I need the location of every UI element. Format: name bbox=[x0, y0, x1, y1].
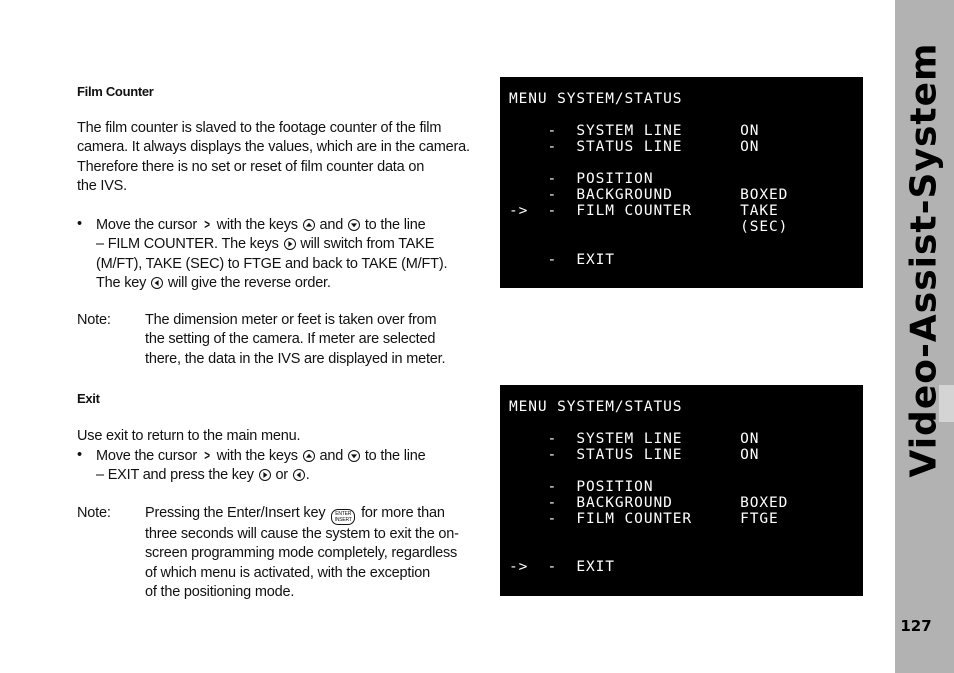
down-key-icon bbox=[348, 219, 360, 231]
note-line: there, the data in the IVS are displayed in meter. bbox=[145, 350, 446, 367]
menu-line: - STATUS LINE ON bbox=[509, 447, 760, 463]
menu-line-selected: -> - FILM COUNTER TAKE bbox=[509, 203, 779, 219]
exit-paragraph: Use exit to return to the main menu. bbox=[77, 428, 301, 444]
menu-line: MENU SYSTEM/STATUS bbox=[509, 399, 683, 415]
bullet-text: (M/FT), TAKE (SEC) to FTGE and back to TAKE (M/FT). bbox=[96, 255, 448, 272]
bullet-text: – FILM COUNTER. The keys bbox=[96, 236, 279, 253]
bullet-text: will switch from TAKE bbox=[300, 236, 435, 253]
bullet-text: Move the cursor bbox=[96, 448, 197, 464]
exit-heading: Exit bbox=[77, 391, 100, 406]
note-text: Pressing the Enter/Insert key bbox=[145, 505, 326, 521]
bullet-text: with the keys bbox=[216, 217, 298, 233]
enter-insert-key-icon bbox=[331, 509, 355, 525]
note-line: The dimension meter or feet is taken over from bbox=[145, 312, 437, 328]
menu-line-selected: -> - EXIT bbox=[509, 559, 615, 575]
note-line: of which menu is activated, with the exception bbox=[145, 564, 430, 581]
left-key-icon bbox=[293, 469, 305, 481]
down-key-icon bbox=[348, 450, 360, 462]
note-body bbox=[145, 504, 475, 602]
note-line: the setting of the camera. If meter are selected bbox=[145, 331, 436, 348]
note-label: Note: bbox=[77, 505, 111, 521]
note-line: of the positioning mode. bbox=[145, 583, 295, 600]
bullet-text: and bbox=[319, 448, 344, 464]
bullet-text: will give the reverse order. bbox=[167, 274, 331, 291]
bullet-marker: • bbox=[77, 216, 82, 232]
up-key-icon bbox=[303, 450, 315, 462]
menu-line: - SYSTEM LINE ON bbox=[509, 431, 760, 447]
note-text: for more than bbox=[361, 505, 445, 521]
para-line: camera. It always displays the values, which are in the camera. bbox=[77, 139, 470, 156]
menu-line: - BACKGROUND BOXED bbox=[509, 187, 789, 203]
note-line: screen programming mode completely, regardless bbox=[145, 545, 458, 562]
bullet-text: The key bbox=[96, 274, 147, 291]
insert-key-label: INSERT bbox=[334, 517, 352, 523]
bullet-body bbox=[96, 215, 476, 293]
para-line: The film counter is slaved to the footage counter of the film bbox=[77, 120, 442, 136]
right-key-icon bbox=[284, 238, 296, 250]
enter-key-label: ENTER bbox=[335, 511, 352, 517]
menu-line: - POSITION bbox=[509, 479, 654, 495]
menu-screen-film-counter bbox=[500, 77, 863, 288]
bullet-text: and bbox=[319, 217, 344, 233]
menu-line: - BACKGROUND BOXED bbox=[509, 495, 789, 511]
bullet-text: . bbox=[305, 467, 310, 484]
menu-line: - STATUS LINE ON bbox=[509, 139, 760, 155]
note-label: Note: bbox=[77, 312, 111, 328]
menu-screen-exit bbox=[500, 385, 863, 596]
menu-line: - EXIT bbox=[509, 252, 615, 268]
bullet-text: to the line bbox=[364, 448, 426, 464]
left-key-icon bbox=[151, 277, 163, 289]
film-counter-heading: Film Counter bbox=[77, 84, 154, 99]
up-key-icon bbox=[303, 219, 315, 231]
bullet-text: with the keys bbox=[216, 448, 298, 464]
menu-line: - POSITION bbox=[509, 171, 654, 187]
bullet-marker: • bbox=[77, 447, 82, 463]
film-counter-paragraph bbox=[77, 119, 470, 196]
para-line: Therefore there is no set or reset of film counter data on bbox=[77, 158, 425, 175]
menu-line: MENU SYSTEM/STATUS bbox=[509, 91, 683, 107]
page-number: 127 bbox=[900, 617, 932, 635]
menu-line: - FILM COUNTER FTGE bbox=[509, 511, 779, 527]
sidebar-title: Video-Assist-System bbox=[903, 42, 945, 478]
bullet-body bbox=[96, 446, 476, 486]
bullet-text: or bbox=[275, 467, 288, 484]
menu-line: - SYSTEM LINE ON bbox=[509, 123, 760, 139]
cursor-icon: > bbox=[204, 216, 210, 232]
menu-line: (SEC) bbox=[509, 219, 789, 235]
bullet-text: to the line bbox=[364, 217, 426, 233]
note-line: three seconds will cause the system to exit the on- bbox=[145, 526, 459, 542]
bullet-text: Move the cursor bbox=[96, 217, 197, 233]
bullet-text: – EXIT and press the key bbox=[96, 467, 254, 484]
cursor-icon: > bbox=[204, 447, 210, 463]
note-body bbox=[145, 311, 475, 369]
right-key-icon bbox=[259, 469, 271, 481]
para-line: the IVS. bbox=[77, 177, 127, 194]
